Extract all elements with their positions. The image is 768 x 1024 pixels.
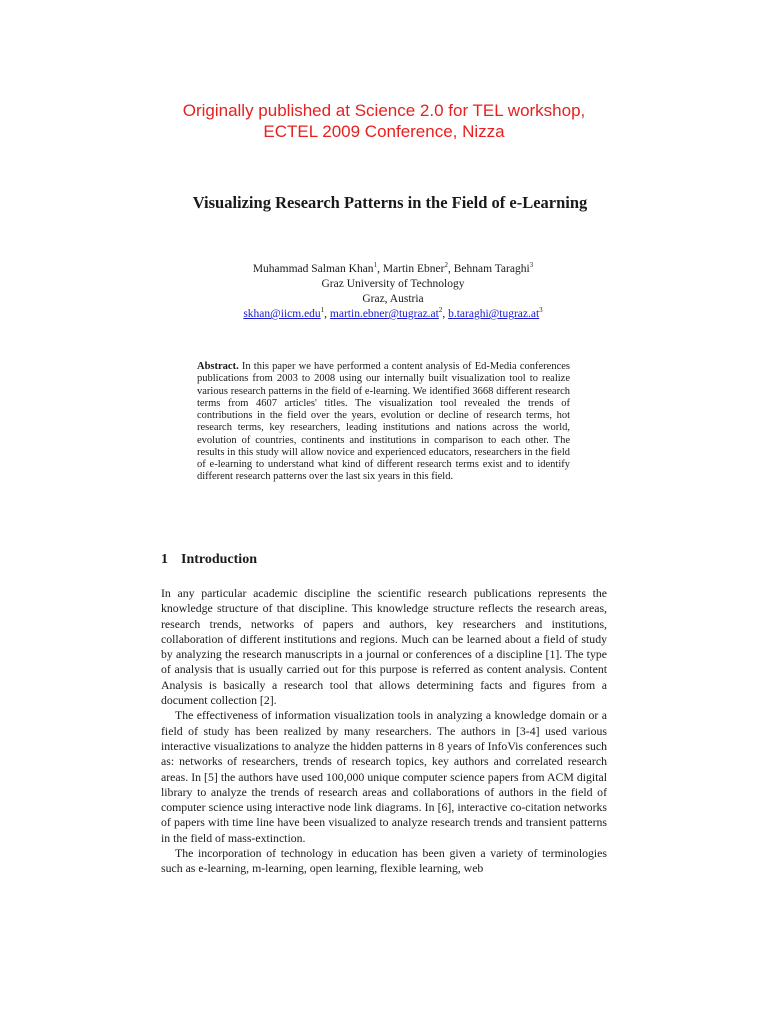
abstract-label: Abstract. <box>197 361 239 372</box>
paragraph: The effectiveness of information visualization tools in analyzing a knowledge domain or a field of study has been realized by many researchers. The authors in [3-4] used various interactive visualizations to analyze the hidden patterns in 8 years of InfoVis conferences such as: networks of researchers, trends of research topics, key authors and correlated research areas. In [5] the authors have used 100,000 unique computer science papers from ACM digital library to analyze the trends of research areas and collaborations of authors in the field of computer science using interactive node link diagrams. In [6], interactive co-citation networks of papers with time line have been visualized to analyze research trends and transient patterns in the field of mass-extinction. <box>161 708 607 845</box>
paragraph: The incorporation of technology in education has been given a variety of terminologies such as e-learning, m-learning, open learning, flexible learning, web <box>161 846 607 876</box>
affiliation: Graz University of Technology <box>321 278 465 290</box>
author-name: Muhammad Salman Khan <box>252 263 374 275</box>
email-list: skhan@iicm.edu$^1$, $martin.ebner@tugraz.at^2$, $b.taraghi@tugraz.at^3$ <box>243 306 543 320</box>
author-superscript: 2 <box>444 261 448 269</box>
email-superscript: 2 <box>438 306 443 314</box>
author-name: Martin Ebner <box>382 263 445 275</box>
email-link[interactable]: b.taraghi@tugraz.at <box>448 308 540 320</box>
email-superscript: 3 <box>539 306 543 314</box>
section-heading <box>161 551 257 569</box>
email-link[interactable]: skhan@iicm.edu <box>243 308 321 320</box>
publication-notice <box>0 100 768 142</box>
section-title: Introduction <box>181 552 257 567</box>
email-superscript: 1 <box>320 306 325 314</box>
paper-title: Visualizing Research Patterns in the Field of e-Learning <box>192 193 588 212</box>
abstract <box>197 361 570 484</box>
email-link[interactable]: martin.ebner@tugraz.at <box>329 308 439 320</box>
section-number: 1 <box>161 552 168 567</box>
publication-notice-line2: ECTEL 2009 Conference, Nizza <box>263 122 505 141</box>
author-superscript: 1 <box>373 261 378 269</box>
body-text <box>161 586 607 877</box>
author-name: Behnam Taraghi <box>453 263 530 275</box>
author-list: Muhammad Salman Khan$^1$, Martin Ebner$^2$, Behnam Taraghi$^3$ <box>252 261 534 275</box>
paragraph: In any particular academic discipline the scientific research publications represents the knowledge structure of that discipline. This knowledge structure reflects the research areas, research trends, networks of papers and authors, key researchers and institutions, collaboration of different institutions and regions. Much can be learned about a field of study by analyzing the research manuscripts in a journal or conferences of a discipline [1]. The type of analysis that is usually carried out for this purpose is referred as content analysis. Content Analysis is basically a research tool that allows determining facts and figures from a document collection [2]. <box>161 586 607 708</box>
location: Graz, Austria <box>362 293 424 305</box>
publication-notice-line1: Originally published at Science 2.0 for TEL workshop, <box>182 101 586 120</box>
abstract-text: In this paper we have performed a content analysis of Ed-Media conferences publications from 2003 to 2008 using our internally built visualization tool to realize various research patterns in the field of e-learning. We identified 3668 different research terms from 4607 articles' titles. The visualization tool revealed the trends of contributions in the field over the years, evolution or decline of research terms, hot research terms, key researchers, leading institutions and nations across the world, evolution of countries, continents and institutions in comparison to each other. The results in this study will allow novice and experienced educators, researchers in the field of e-learning to understand what kind of different research terms exist and to identify different research patterns over the last six years in this field. <box>197 361 570 483</box>
author-block <box>0 262 768 322</box>
author-superscript: 3 <box>529 261 534 269</box>
